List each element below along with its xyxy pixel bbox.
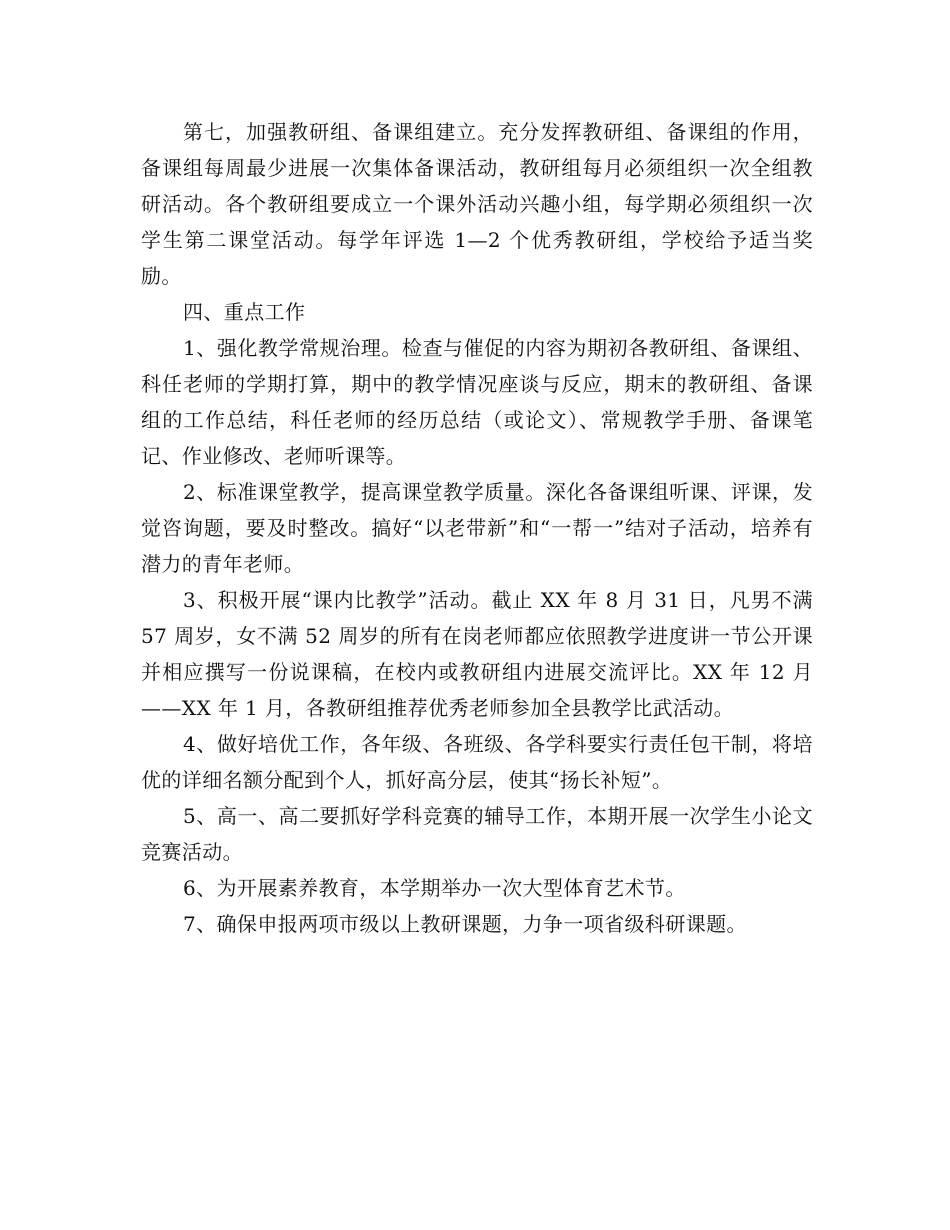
paragraph-item-3: 3、积极开展“课内比教学”活动。截止 XX 年 8 月 31 日，凡男不满 57 周岁，女不满 52 周岁的所有在岗老师都应依照教学进度讲一节公开课并相应撰写一份说课稿，在校内或教研组内进展交流评比。XX 年 12 月——XX 年 1 月，各教研组推荐优秀老师参加全县教学比武活动。: [141, 588, 813, 720]
document-body: [141, 114, 813, 942]
heading-key-work: 四、重点工作: [183, 300, 306, 324]
paragraph-section-seven: 第七，加强教研组、备课组建立。充分发挥教研组、备课组的作用，备课组每周最少进展一次集体备课活动，教研组每月必须组织一次全组教研活动。各个教研组要成立一个课外活动兴趣小组，每学期必须组织一次学生第二课堂活动。每学年评选 1—2 个优秀教研组，学校给予适当奖励。: [141, 120, 813, 288]
paragraph-item-5: 5、高一、高二要抓好学科竞赛的辅导工作，本期开展一次学生小论文竞赛活动。: [141, 804, 813, 864]
paragraph-item-7: 7、确保申报两项市级以上教研课题，力争一项省级科研课题。: [183, 912, 747, 936]
paragraph-item-4: 4、做好培优工作，各年级、各班级、各学科要实行责任包干制，将培优的详细名额分配到个人，抓好高分层，使其“扬长补短”。: [141, 732, 813, 792]
paragraph-item-1: 1、强化教学常规治理。检查与催促的内容为期初各教研组、备课组、科任老师的学期打算，期中的教学情况座谈与反应，期末的教研组、备课组的工作总结，科任老师的经历总结（或论文）、常规教学手册、备课笔记、作业修改、老师听课等。: [141, 336, 813, 468]
paragraph-item-2: 2、标准课堂教学，提高课堂教学质量。深化各备课组听课、评课，发觉咨询题，要及时整改。搞好“以老带新”和“一帮一”结对子活动，培养有潜力的青年老师。: [141, 480, 813, 576]
paragraph-item-6: 6、为开展素养教育，本学期举办一次大型体育艺术节。: [183, 876, 686, 900]
